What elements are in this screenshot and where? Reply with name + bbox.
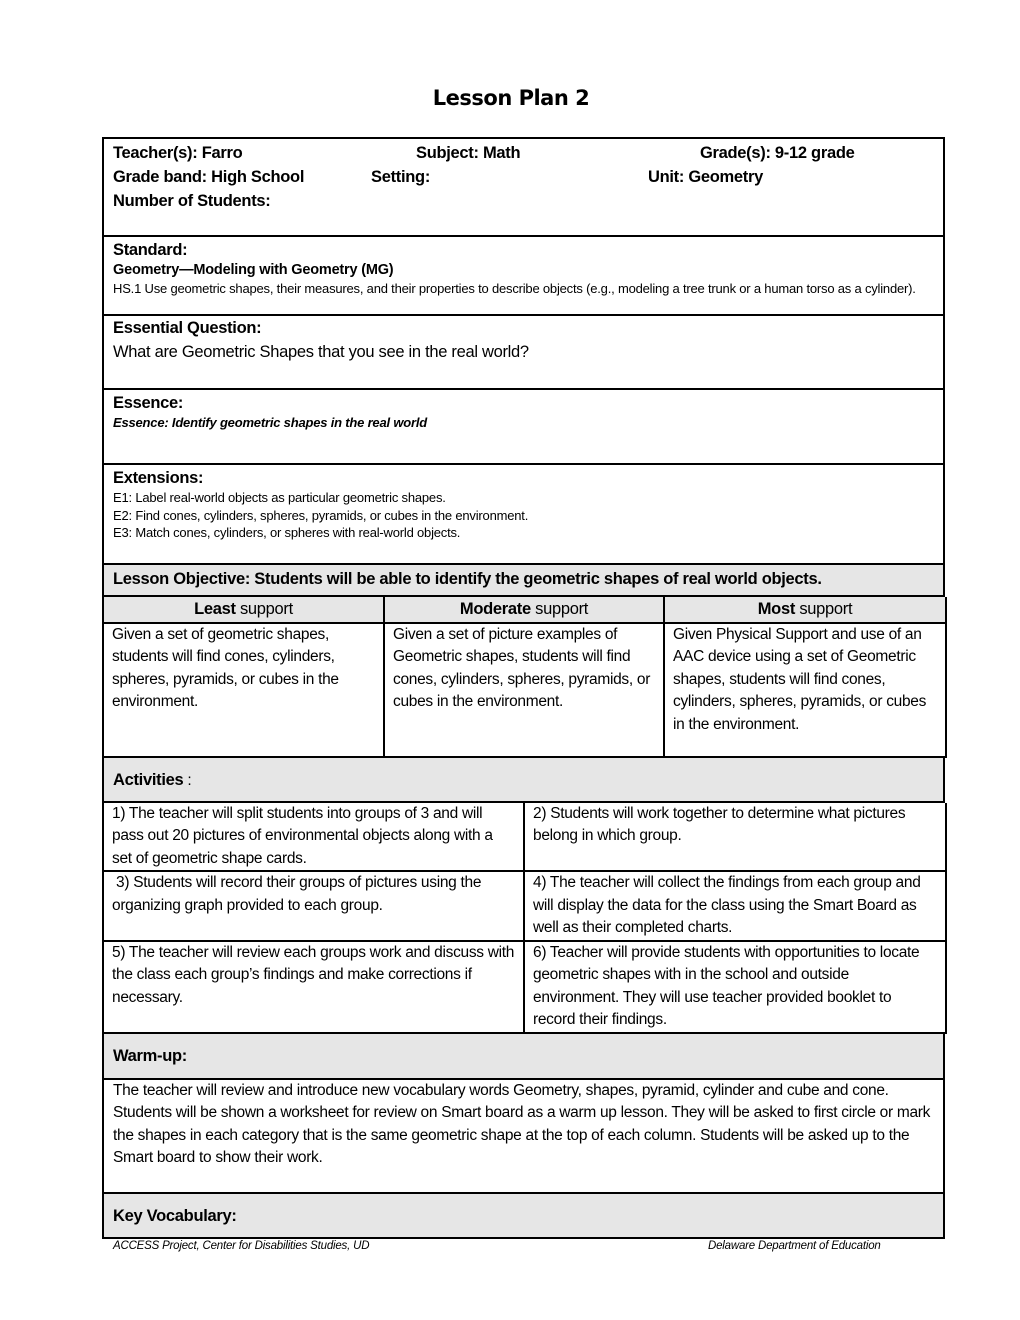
essence-heading: Essence:: [113, 394, 184, 412]
standard-domain: Geometry—Modeling with Geometry (MG): [113, 262, 394, 278]
extensions-section: [102, 465, 945, 565]
grades-field: Grade(s): 9-12 grade: [700, 144, 855, 162]
subject-field: Subject: Math: [416, 144, 521, 162]
support-moderate-text: Given a set of picture examples of Geometric shapes, students will find cones, cylinders, spheres, pyramids, or cubes in the environment.: [384, 623, 664, 757]
extension-item: E2: Find cones, cylinders, spheres, pyramids, or cubes in the environment.: [113, 507, 529, 523]
extension-item: E1: Label real-world objects as particular geometric shapes.: [113, 490, 446, 505]
activities-row: [103, 941, 946, 1033]
unit-field: Unit: Geometry: [648, 168, 763, 186]
activity-item: 4) The teacher will collect the findings from each group and will display the data for the class using the Smart Board as well as their completed charts.: [524, 871, 946, 941]
grade-band-field: Grade band: High School: [113, 168, 305, 186]
number-of-students-field: Number of Students:: [113, 192, 271, 210]
activity-item: 6) Teacher will provide students with opportunities to locate geometric shapes with in the school and outside environment. They will use teacher provided booklet to record their findings.: [524, 941, 946, 1033]
lesson-plan-table: [102, 137, 945, 1239]
support-header-moderate: Moderate support: [384, 597, 664, 623]
page-title: Lesson Plan 2: [432, 86, 590, 110]
extension-item: E3: Match cones, cylinders, or spheres with real-world objects.: [113, 525, 461, 540]
support-most-text: Given Physical Support and use of an AAC device using a set of Geometric shapes, students will find cones, cylinders, spheres, pyramids, or cubes in the environment.: [664, 623, 946, 757]
activities-section: Activities :: [102, 758, 945, 803]
support-header-row: [103, 597, 946, 623]
extensions-heading: Extensions:: [113, 469, 204, 487]
support-levels-table: [102, 597, 947, 758]
header-info-section: [102, 137, 945, 237]
teacher-field: Teacher(s): Farro: [113, 144, 243, 162]
standard-section: [102, 237, 945, 316]
standard-text: HS.1 Use geometric shapes, their measures, and their properties to describe objects (e.g., modeling a tree trunk or a human torso as a cylinder).: [113, 280, 916, 296]
lesson-objective-section: [102, 565, 945, 597]
standard-heading: Standard:: [113, 241, 188, 259]
activities-table: [102, 803, 947, 1034]
footer-left: ACCESS Project, Center for Disabilities Studies, UD: [113, 1240, 370, 1252]
key-vocabulary-section: [102, 1194, 945, 1239]
warm-up-section: [102, 1034, 945, 1080]
essence-section: [102, 390, 945, 465]
warm-up-heading: Warm-up:: [113, 1046, 187, 1065]
activity-item: 2) Students will work together to determine what pictures belong in which group.: [524, 803, 946, 872]
essence-text: Essence: Identify geometric shapes in the real world: [113, 415, 427, 430]
support-least-text: Given a set of geometric shapes, students will find cones, cylinders, spheres, pyramids, or cubes in the environment.: [103, 623, 384, 757]
activity-item: 1) The teacher will split students into groups of 3 and will pass out 20 pictures of environmental objects along with a set of geometric shape cards.: [103, 803, 524, 872]
activities-row: [103, 803, 946, 872]
support-header-most: Most support: [664, 597, 946, 623]
essential-question-heading: Essential Question:: [113, 319, 262, 337]
lesson-objective-text: Lesson Objective: Students will be able to identify the geometric shapes of real world objects.: [113, 570, 822, 588]
warm-up-body: [102, 1080, 945, 1194]
support-description-row: [103, 623, 946, 757]
warm-up-text: The teacher will review and introduce new vocabulary words Geometry, shapes, pyramid, cylinder and cube and cone. Students will be shown a worksheet for review on Smart board as a warm up lesson. They will be asked to first circle or mark the shapes in each category that is the same geometric shape at the top of each column. Students will be asked up to the Smart board to show their work.: [113, 1081, 931, 1166]
activities-heading: Activities: [113, 770, 184, 789]
setting-field: Setting:: [371, 168, 431, 186]
support-header-least: Least support: [103, 597, 384, 623]
essential-question-section: [102, 316, 945, 390]
activity-item: 3) Students will record their groups of pictures using the organizing graph provided to each group.: [103, 871, 524, 941]
footer-right: Delaware Department of Education: [708, 1240, 881, 1252]
activity-item: 5) The teacher will review each groups work and discuss with the class each group’s findings and make corrections if necessary.: [103, 941, 524, 1033]
key-vocabulary-heading: Key Vocabulary:: [113, 1206, 237, 1225]
essential-question-text: What are Geometric Shapes that you see in the real world?: [113, 343, 529, 361]
activities-row: [103, 871, 946, 941]
